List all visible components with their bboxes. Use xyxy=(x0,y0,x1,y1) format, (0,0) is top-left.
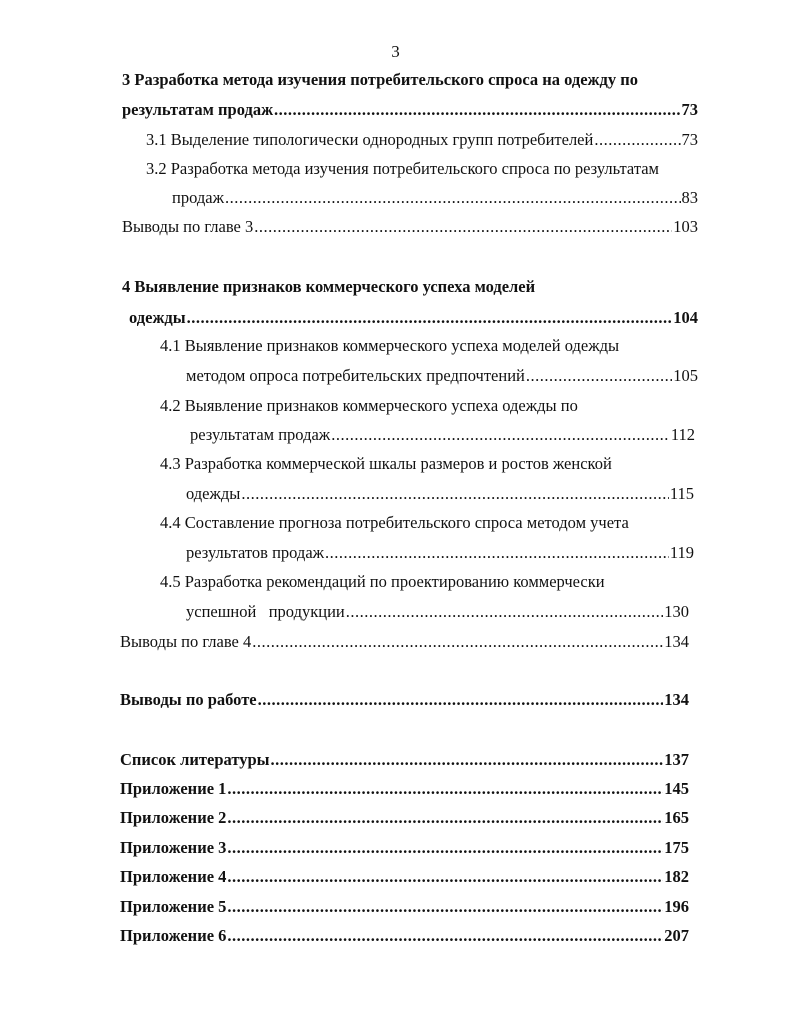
section-4-2-page: 112 xyxy=(670,425,695,444)
dot-leader xyxy=(227,779,663,799)
section-4-5-entry[interactable] xyxy=(186,602,689,622)
references-title: Список литературы xyxy=(120,750,270,769)
section-4-4-title: 4.4 Составление прогноза потребительского спроса методом учета xyxy=(160,513,629,532)
section-3-1-page: 73 xyxy=(681,130,698,149)
dot-leader xyxy=(252,632,663,652)
section-4-3-title-cont: одежды xyxy=(186,484,241,503)
chapter-4-page: 104 xyxy=(673,308,698,327)
appendix-entry[interactable] xyxy=(120,926,689,946)
dot-leader xyxy=(594,130,680,150)
references-entry[interactable] xyxy=(120,750,689,770)
appendix-title: Приложение 6 xyxy=(120,926,227,945)
dot-leader xyxy=(241,484,668,504)
dot-leader xyxy=(227,838,663,858)
appendix-title: Приложение 5 xyxy=(120,897,227,916)
appendix-entry[interactable] xyxy=(120,808,689,828)
appendix-title: Приложение 1 xyxy=(120,779,227,798)
work-conclusions-page: 134 xyxy=(664,690,689,709)
appendix-page: 165 xyxy=(664,808,689,827)
work-conclusions-title: Выводы по работе xyxy=(120,690,257,709)
dot-leader xyxy=(346,602,664,622)
dot-leader xyxy=(258,690,664,710)
appendix-page: 182 xyxy=(664,867,689,886)
section-4-5-title: 4.5 Разработка рекомендаций по проектированию коммерчески xyxy=(160,572,605,591)
section-4-1-title-cont: методом опроса потребительских предпочтений xyxy=(186,366,525,385)
appendix-title: Приложение 3 xyxy=(120,838,227,857)
appendix-entry[interactable] xyxy=(120,897,689,917)
conclusions-ch3-title: Выводы по главе 3 xyxy=(122,217,254,236)
dot-leader xyxy=(331,425,670,445)
dot-leader xyxy=(225,188,681,208)
section-4-1-entry[interactable] xyxy=(186,366,698,386)
appendix-page: 145 xyxy=(664,779,689,798)
appendix-title: Приложение 2 xyxy=(120,808,227,827)
section-4-4-entry[interactable] xyxy=(186,543,694,563)
chapter-3-title: 3 Разработка метода изучения потребительского спроса на одежду по xyxy=(122,70,639,89)
section-4-2-entry[interactable] xyxy=(190,425,695,445)
section-3-1-entry[interactable] xyxy=(146,130,698,150)
chapter-4-title-cont: одежды xyxy=(129,308,186,327)
dot-leader xyxy=(227,897,663,917)
appendix-entry[interactable] xyxy=(120,867,689,887)
section-3-2-entry[interactable] xyxy=(172,188,698,208)
section-4-4-page: 119 xyxy=(669,543,694,562)
section-3-2-title: 3.2 Разработка метода изучения потребительского спроса по результатам xyxy=(146,159,659,178)
work-conclusions-entry[interactable] xyxy=(120,690,689,710)
appendix-page: 175 xyxy=(664,838,689,857)
chapter-3-page: 73 xyxy=(681,100,698,119)
chapter-4-title: 4 Выявление признаков коммерческого успеха моделей xyxy=(122,277,536,296)
chapter-3-entry[interactable] xyxy=(122,100,698,120)
section-4-5-title-cont: успешной продукции xyxy=(186,602,345,621)
appendix-entry[interactable] xyxy=(120,779,689,799)
conclusions-ch4-title: Выводы по главе 4 xyxy=(120,632,252,651)
section-4-4-title-cont: результатов продаж xyxy=(186,543,325,562)
page-number: 3 xyxy=(391,42,400,61)
conclusions-ch3-entry[interactable] xyxy=(122,217,698,237)
section-3-2-title-cont: продаж xyxy=(172,188,224,207)
section-4-3-title: 4.3 Разработка коммерческой шкалы размеров и ростов женской xyxy=(160,454,612,473)
dot-leader xyxy=(325,543,669,563)
section-4-2-title: 4.2 Выявление признаков коммерческого успеха одежды по xyxy=(160,396,578,415)
dot-leader xyxy=(274,100,680,120)
conclusions-ch3-page: 103 xyxy=(673,217,698,236)
section-3-1-title: 3.1 Выделение типологически однородных групп потребителей xyxy=(146,130,594,149)
references-page: 137 xyxy=(664,750,689,769)
dot-leader xyxy=(187,308,673,328)
dot-leader xyxy=(254,217,672,237)
section-4-3-page: 115 xyxy=(669,484,694,503)
section-3-2-page: 83 xyxy=(681,188,698,207)
section-4-5-page: 130 xyxy=(664,602,689,621)
section-4-1-page: 105 xyxy=(673,366,698,385)
section-4-3-entry[interactable] xyxy=(186,484,694,504)
appendix-page: 196 xyxy=(664,897,689,916)
section-4-1-title: 4.1 Выявление признаков коммерческого успеха моделей одежды xyxy=(160,336,620,355)
conclusions-ch4-entry[interactable] xyxy=(120,632,689,652)
appendix-page: 207 xyxy=(664,926,689,945)
dot-leader xyxy=(227,867,663,887)
dot-leader xyxy=(526,366,672,386)
conclusions-ch4-page: 134 xyxy=(664,632,689,651)
chapter-4-entry[interactable] xyxy=(129,308,698,328)
dot-leader xyxy=(227,926,663,946)
appendix-title: Приложение 4 xyxy=(120,867,227,886)
section-4-2-title-cont: результатам продаж xyxy=(190,425,331,444)
appendix-entry[interactable] xyxy=(120,838,689,858)
dot-leader xyxy=(271,750,664,770)
chapter-3-title-cont: результатам продаж xyxy=(122,100,274,119)
dot-leader xyxy=(227,808,663,828)
